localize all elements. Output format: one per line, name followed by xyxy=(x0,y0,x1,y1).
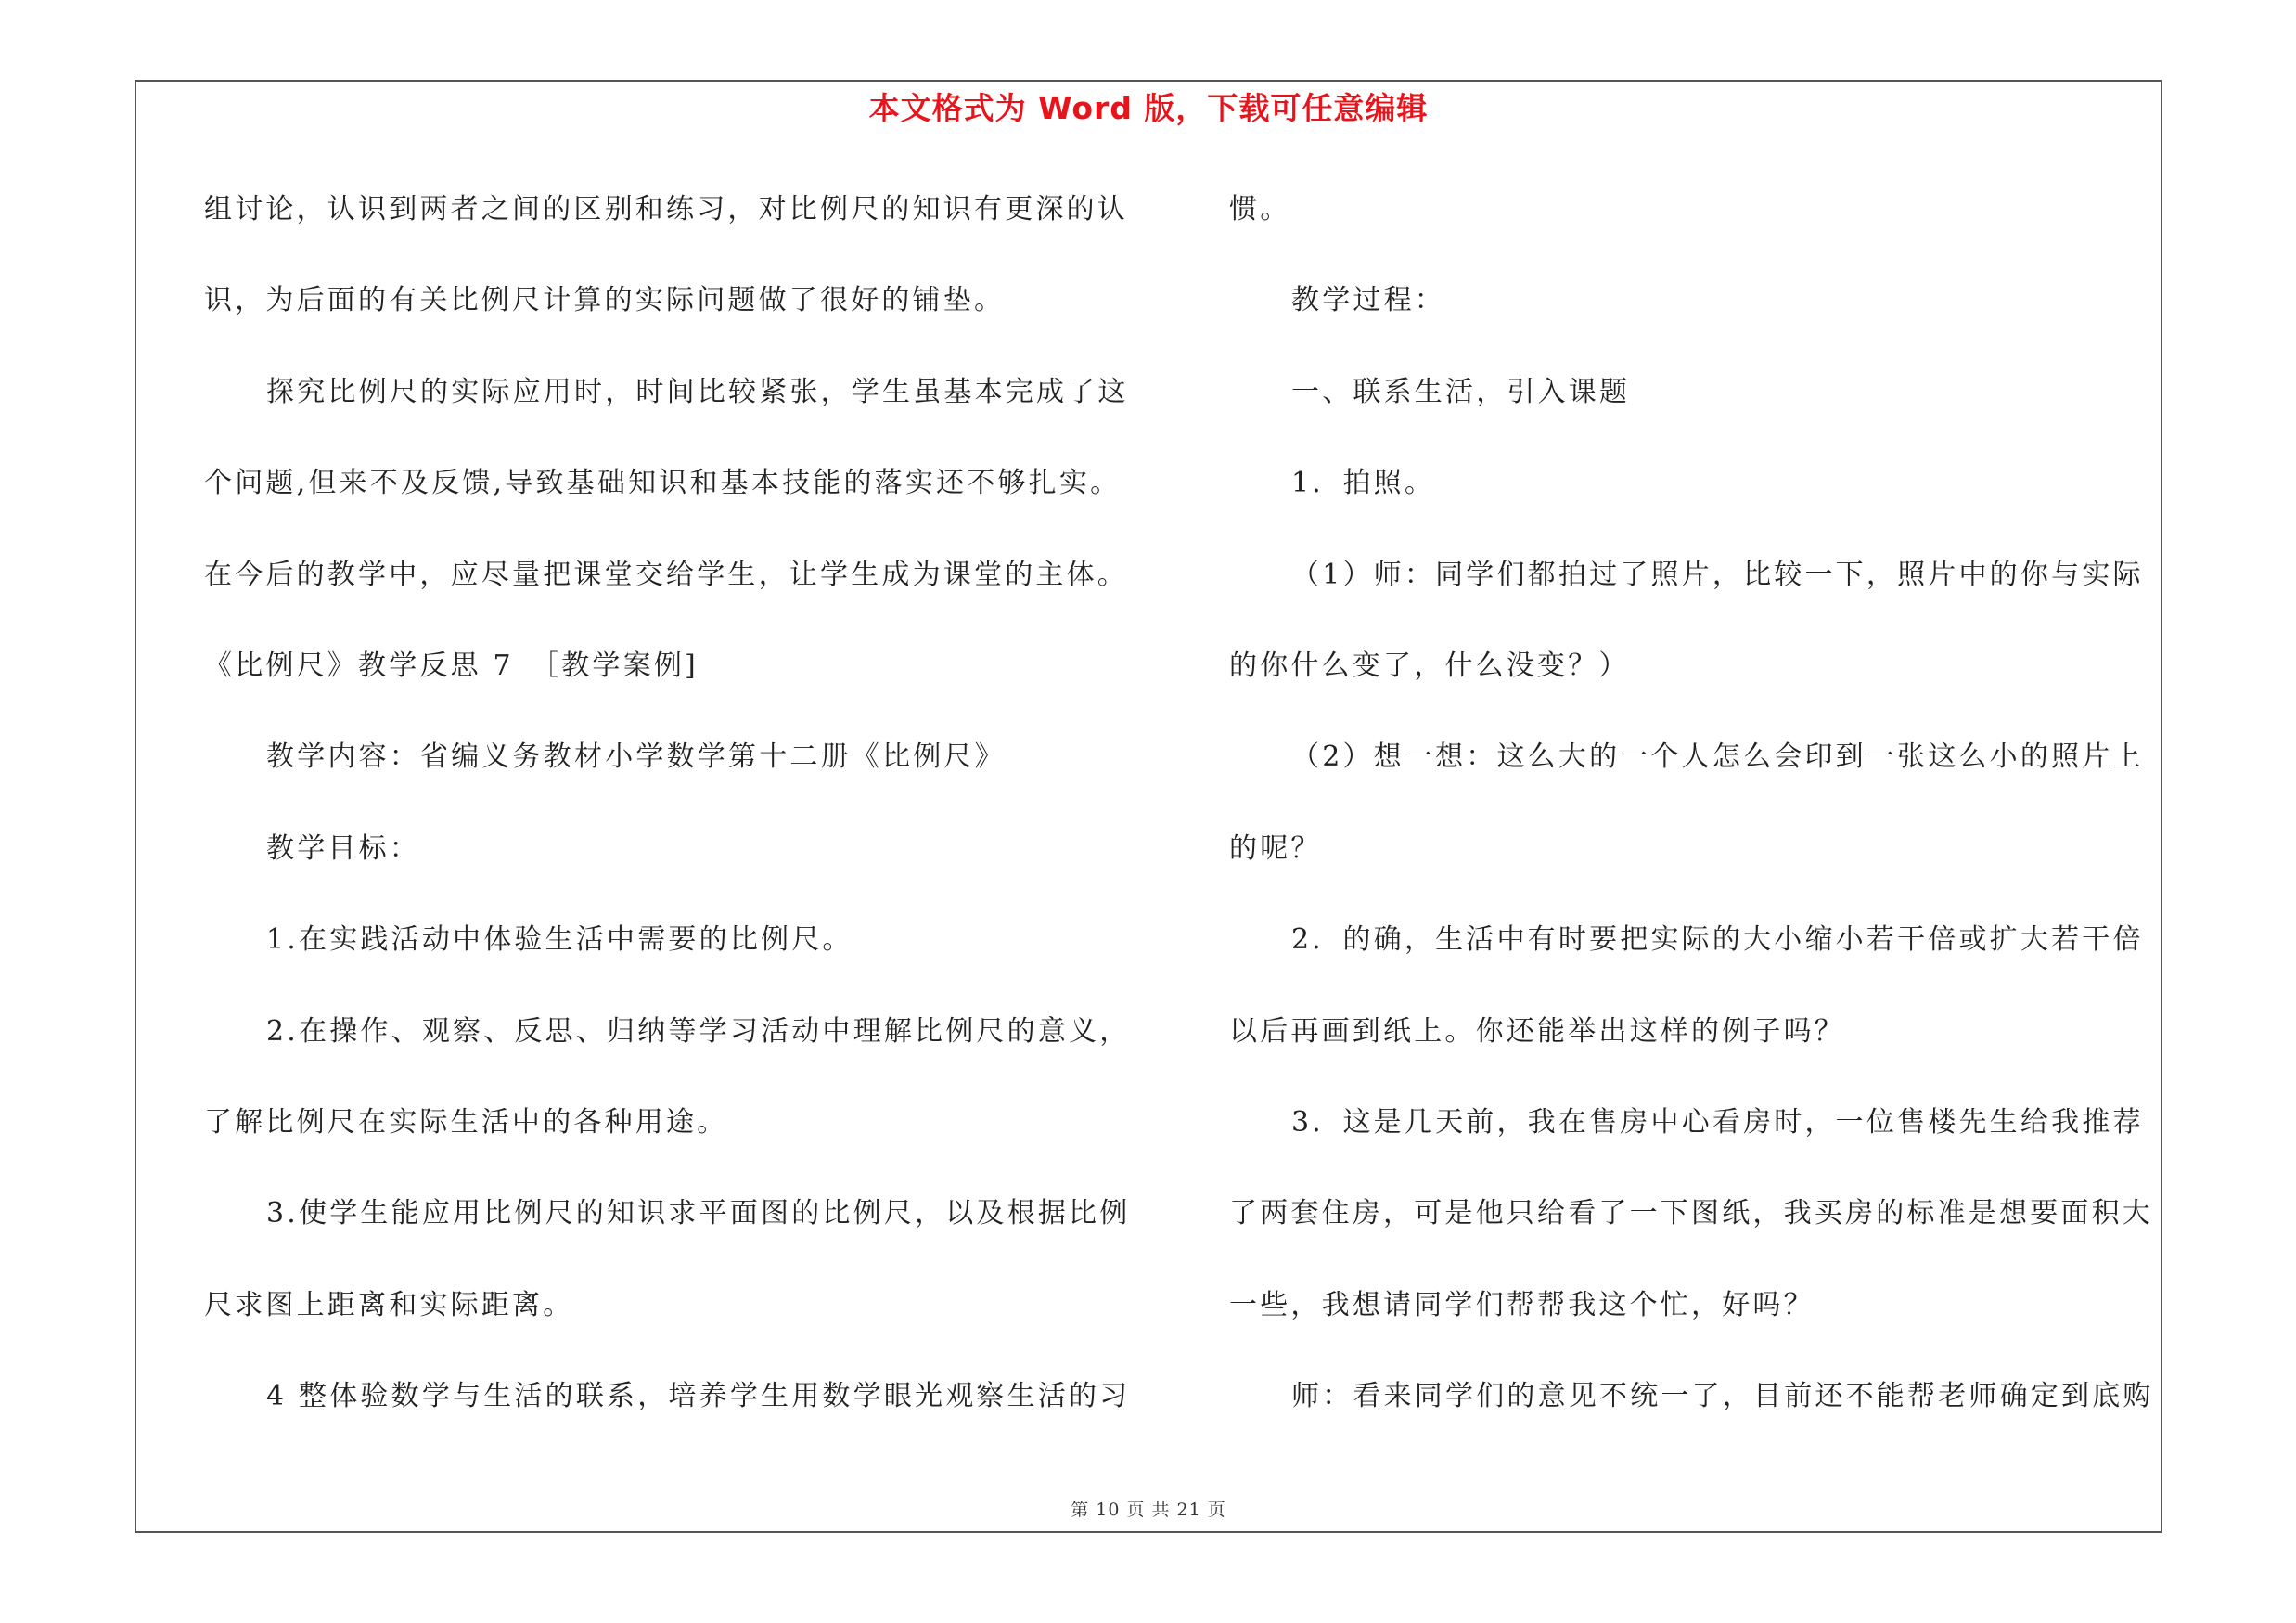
text-line: 2.在操作、观察、反思、归纳等学习活动中理解比例尺的意义， xyxy=(266,1014,1131,1048)
word-format-banner: 本文格式为 Word 版，下载可任意编辑 xyxy=(868,90,1429,126)
text-line: 个问题,但来不及反馈,导致基础知识和基本技能的落实还不够扎实。 xyxy=(204,467,1122,500)
text-line: 以后再画到纸上。你还能举出这样的例子吗？ xyxy=(1229,1014,1845,1048)
text-line: （2）想一想：这么大的一个人怎么会印到一张这么小的照片上 xyxy=(1291,741,2144,774)
page-number-footer: 第 10 页 共 21 页 xyxy=(1071,1500,1226,1520)
text-line: 一、联系生活，引入课题 xyxy=(1291,375,1631,408)
text-line: 探究比例尺的实际应用时，时间比较紧张，学生虽基本完成了这 xyxy=(266,375,1129,408)
text-line: 了解比例尺在实际生活中的各种用途。 xyxy=(204,1105,728,1139)
text-line: 4 整体验数学与生活的联系，培养学生用数学眼光观察生活的习 xyxy=(266,1380,1131,1413)
text-line: 一些，我想请同学们帮帮我这个忙，好吗？ xyxy=(1229,1288,1815,1321)
text-line: 的你什么变了，什么没变？） xyxy=(1229,649,1630,682)
text-line: 师：看来同学们的意见不统一了，目前还不能帮老师确定到底购 xyxy=(1291,1380,2154,1413)
text-line: 尺求图上距离和实际距离。 xyxy=(204,1288,574,1321)
text-line: 教学目标： xyxy=(266,831,420,865)
section-heading: 《比例尺》教学反思 7 ［教学案例] xyxy=(204,649,699,682)
text-line: 3．这是几天前，我在售房中心看房时，一位售楼先生给我推荐 xyxy=(1291,1105,2144,1139)
text-line: 了两套住房，可是他只给看了一下图纸，我买房的标准是想要面积大 xyxy=(1229,1197,2153,1230)
text-line: 3.使学生能应用比例尺的知识求平面图的比例尺，以及根据比例 xyxy=(266,1197,1131,1230)
text-line: 1．拍照。 xyxy=(1291,467,1436,500)
right-text-column xyxy=(1229,183,2157,1461)
text-line: 组讨论，认识到两者之间的区别和练习，对比例尺的知识有更深的认 xyxy=(204,193,1128,225)
text-line: 惯。 xyxy=(1229,193,1291,225)
text-line: 在今后的教学中，应尽量把课堂交给学生，让学生成为课堂的主体。 xyxy=(204,558,1128,591)
left-text-column xyxy=(204,183,1132,1461)
text-line: （1）师：同学们都拍过了照片，比较一下，照片中的你与实际 xyxy=(1291,558,2144,591)
text-line: 的呢？ xyxy=(1229,831,1322,865)
text-line: 2．的确，生活中有时要把实际的大小缩小若干倍或扩大若干倍 xyxy=(1291,923,2144,957)
text-line: 1.在实践活动中体验生活中需要的比例尺。 xyxy=(266,923,853,957)
text-line: 教学内容：省编义务教材小学数学第十二册《比例尺》 xyxy=(266,741,1006,774)
text-line: 教学过程： xyxy=(1291,284,1445,317)
text-line: 识，为后面的有关比例尺计算的实际问题做了很好的铺垫。 xyxy=(204,284,1006,317)
